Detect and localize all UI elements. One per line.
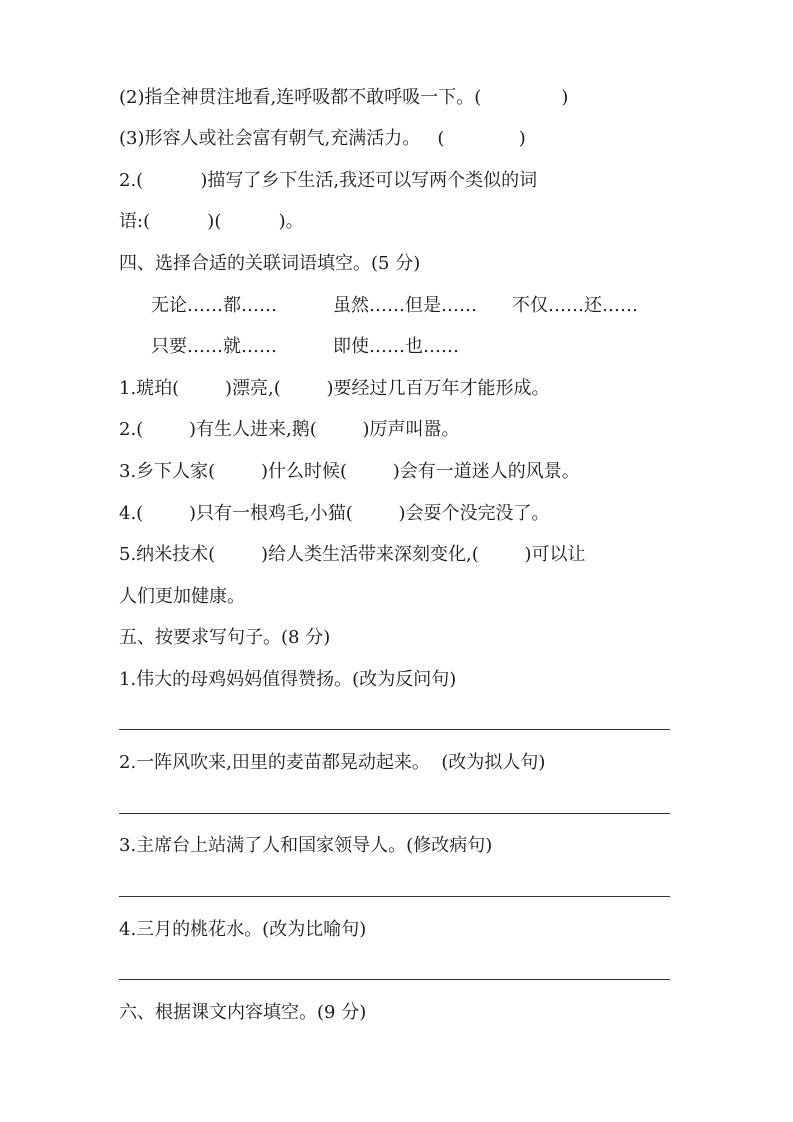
answer-line-4 (119, 979, 670, 980)
section-5-heading: 五、按要求写句子。(8 分) (119, 627, 331, 648)
word-question-line-2: 语:( )( )。 (119, 211, 304, 232)
conjunction-option-2: 虽然……但是…… (333, 295, 477, 316)
conjunction-option-3: 不仅……还…… (512, 295, 638, 316)
answer-line-2 (119, 813, 670, 814)
rewrite-question-3: 3.主席台上站满了人和国家领导人。(修改病句) (119, 835, 493, 856)
conjunction-question-5: 5.纳米技术( )给人类生活带来深刻变化,( )可以让 (119, 544, 586, 565)
word-question-line-1: 2.( )描写了乡下生活,我还可以写两个类似的词 (119, 170, 538, 191)
conjunction-question-4: 4.( )只有一根鸡毛,小猫( )会耍个没完没了。 (119, 503, 550, 524)
conjunction-option-4: 只要……就…… (151, 336, 277, 357)
conjunction-question-2: 2.( )有生人进来,鹅( )厉声叫嚣。 (119, 419, 460, 440)
conjunction-question-5-cont: 人们更加健康。 (119, 586, 245, 607)
conjunction-question-3: 3.乡下人家( )什么时候( )会有一道迷人的风景。 (119, 461, 580, 482)
vocab-question-item-3: (3)形容人或社会富有朝气,充满活力。 ( ) (119, 128, 526, 149)
rewrite-question-2: 2.一阵风吹来,田里的麦苗都晃动起来。 (改为拟人句) (119, 752, 546, 773)
conjunction-option-1: 无论……都…… (151, 295, 277, 316)
answer-line-1 (119, 729, 670, 730)
answer-line-3 (119, 896, 670, 897)
conjunction-option-5: 即使……也…… (333, 336, 459, 357)
conjunction-question-1: 1.琥珀( )漂亮,( )要经过几百万年才能形成。 (119, 378, 550, 399)
rewrite-question-1: 1.伟大的母鸡妈妈值得赞扬。(改为反问句) (119, 669, 457, 690)
rewrite-question-4: 4.三月的桃花水。(改为比喻句) (119, 919, 367, 940)
section-4-heading: 四、选择合适的关联词语填空。(5 分) (119, 253, 421, 274)
section-6-heading: 六、根据课文内容填空。(9 分) (119, 1002, 367, 1023)
vocab-question-item-2: (2)指全神贯注地看,连呼吸都不敢呼吸一下。( ) (119, 87, 569, 108)
